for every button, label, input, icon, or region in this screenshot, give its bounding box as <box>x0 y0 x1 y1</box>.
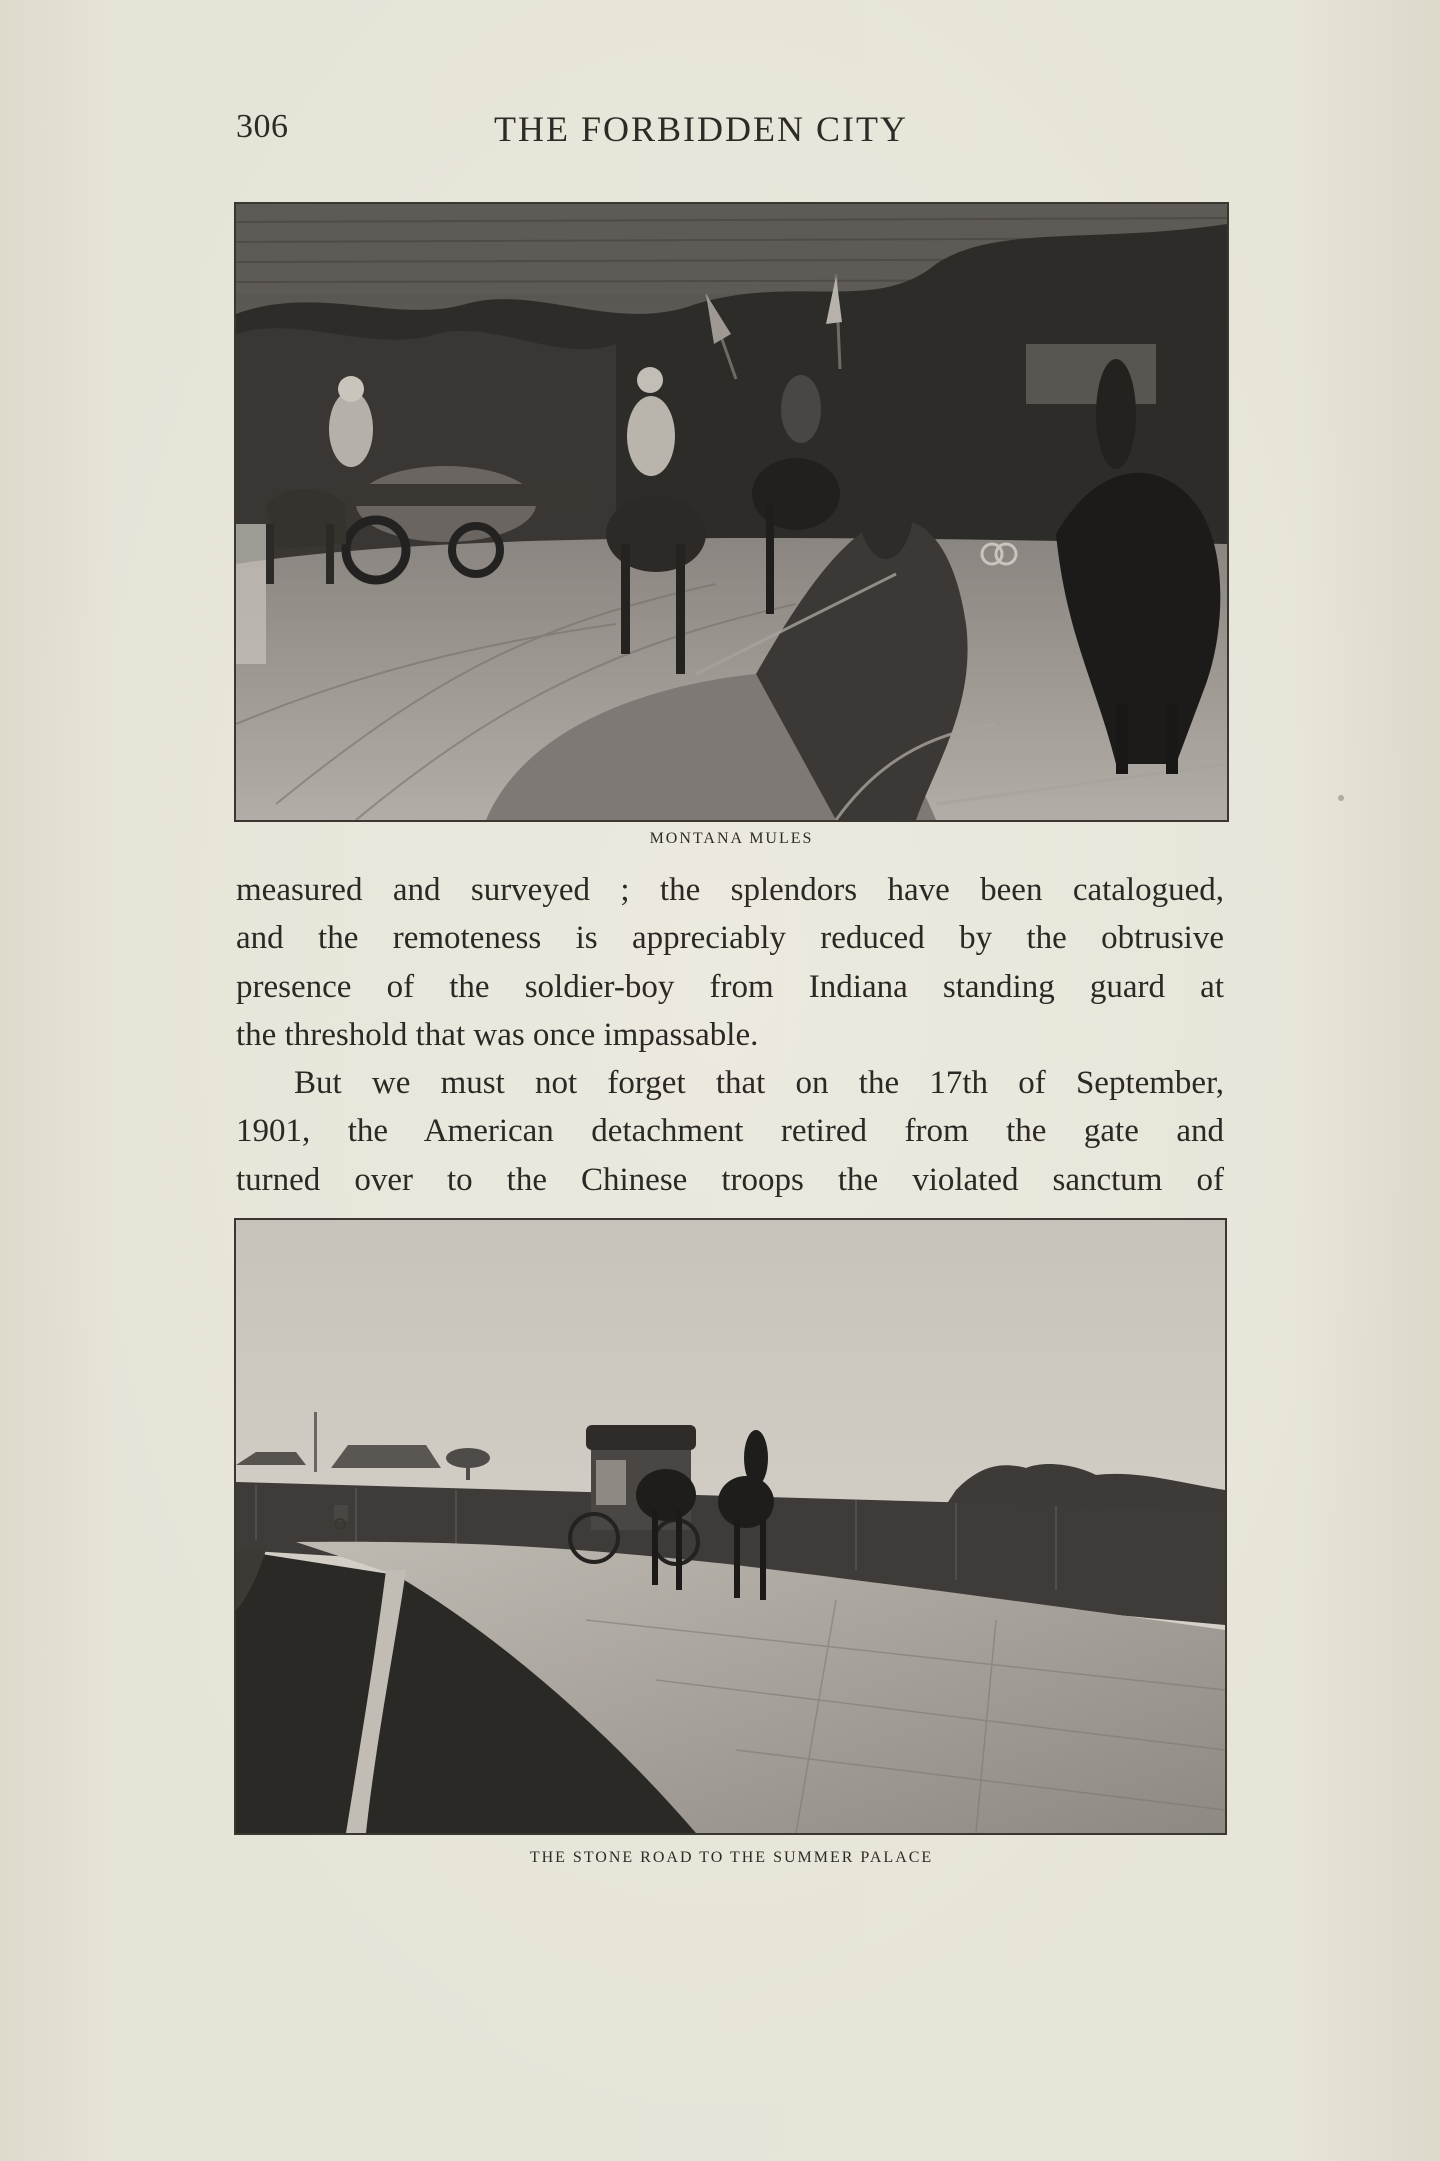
text-line: 1901, the American detachment retired from the gate and <box>236 1113 1224 1150</box>
text-line: the threshold that was once impassable. <box>236 1016 759 1053</box>
figure-caption-montana-mules: MONTANA MULES <box>649 830 814 847</box>
text-line: But we must not forget that on the 17th of September, <box>294 1065 1224 1102</box>
running-title: THE FORBIDDEN CITY <box>494 109 908 149</box>
page-number: 306 <box>236 108 289 145</box>
photo-montana-mules-image <box>236 204 1227 820</box>
photo-montana-mules <box>234 202 1229 822</box>
photo-stone-road-image <box>236 1220 1225 1833</box>
body-text <box>236 866 1224 1204</box>
running-head <box>236 108 1236 154</box>
paragraph-1 <box>236 866 1224 1059</box>
text-line: and the remoteness is appreciably reduced by the obtrusive <box>236 920 1224 957</box>
text-line: turned over to the Chinese troops the violated sanctum of <box>236 1161 1224 1198</box>
paper-speck <box>1338 795 1344 801</box>
photo-stone-road-summer-palace <box>234 1218 1227 1835</box>
text-line: presence of the soldier-boy from Indiana standing guard at <box>236 968 1224 1005</box>
text-line: measured and surveyed ; the splendors have been catalogued, <box>236 872 1224 908</box>
paragraph-2 <box>236 1059 1224 1204</box>
figure-caption-stone-road: THE STONE ROAD TO THE SUMMER PALACE <box>529 1849 934 1866</box>
